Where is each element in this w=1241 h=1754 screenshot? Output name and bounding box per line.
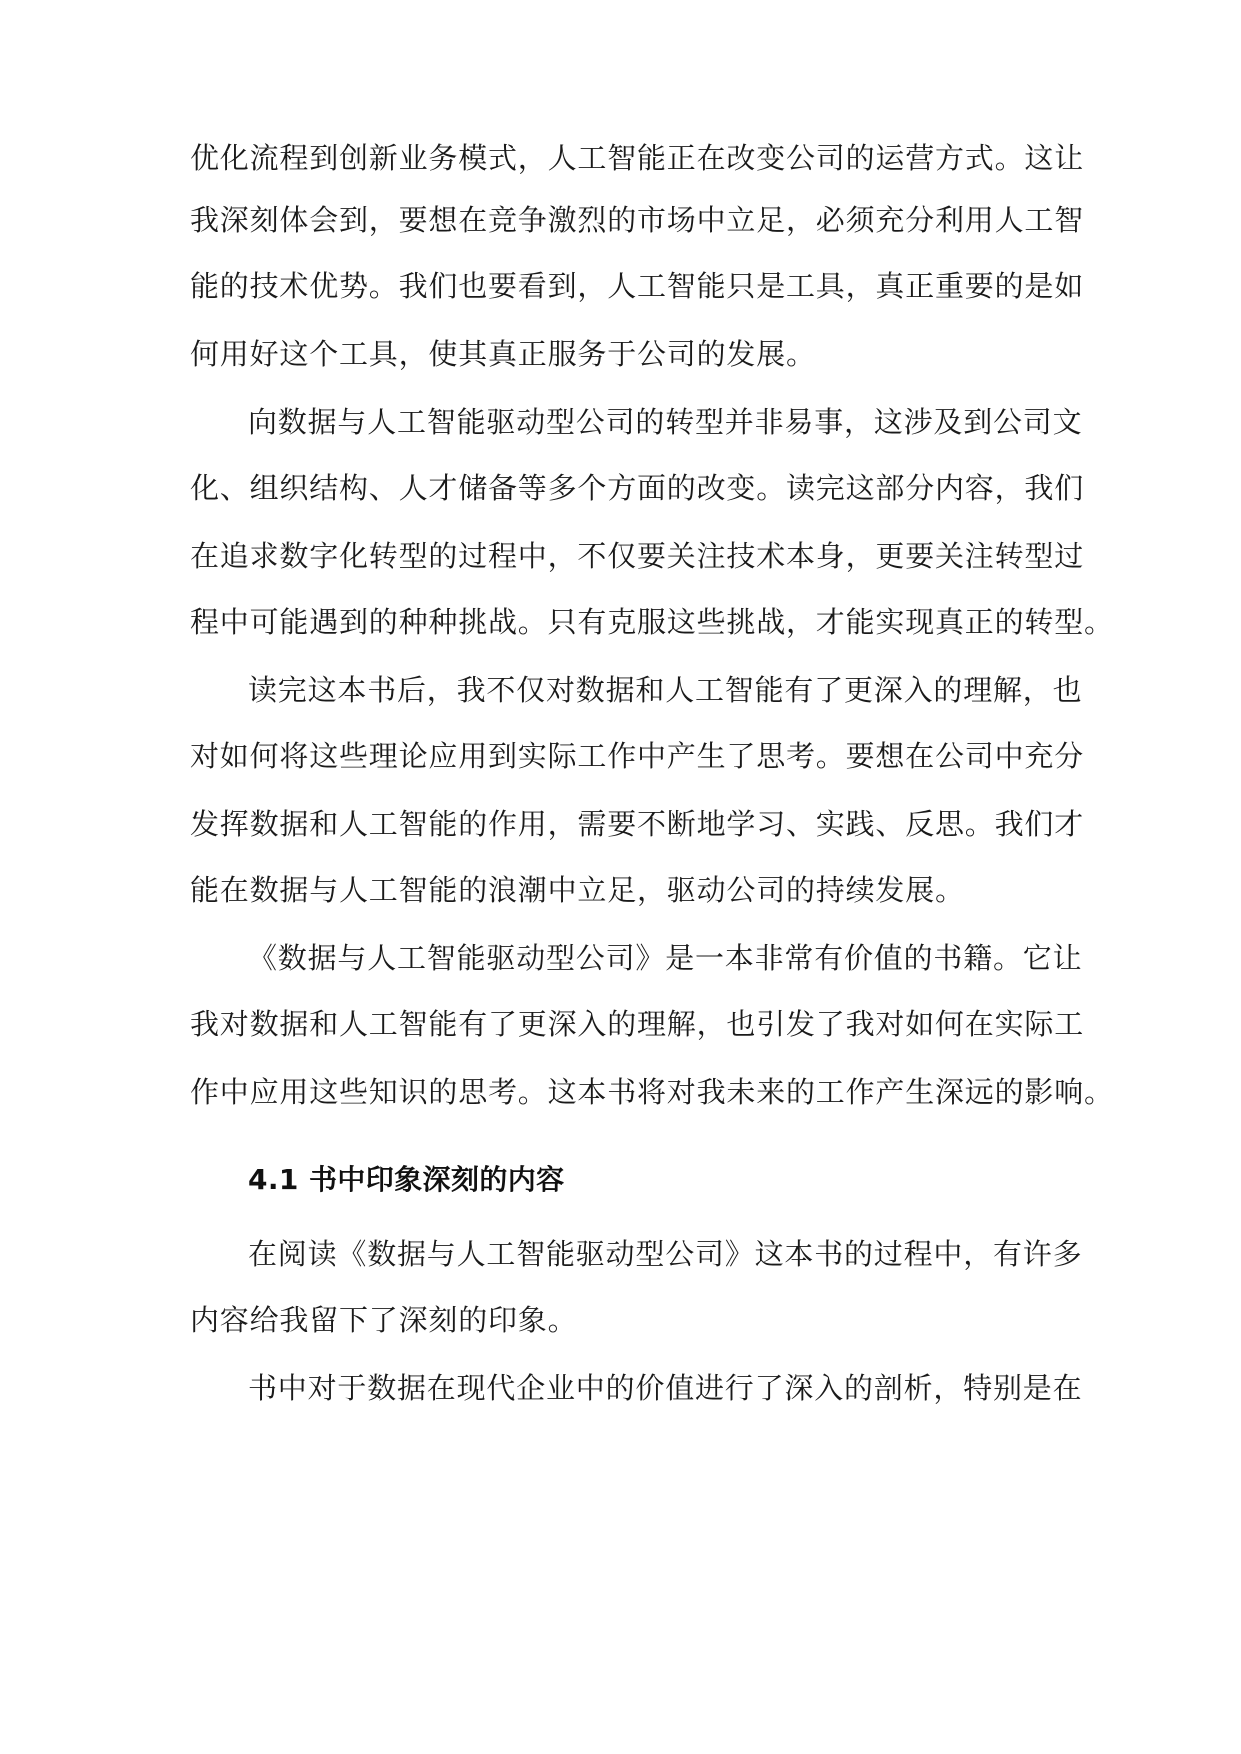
text-line: 在追求数字化转型的过程中，不仅要关注技术本身，更要关注转型过	[190, 539, 1085, 573]
text-line: 读完这本书后，我不仅对数据和人工智能有了更深入的理解，也	[248, 673, 1083, 707]
text-line: 程中可能遇到的种种挑战。只有克服这些挑战，才能实现真正的转型。	[190, 605, 1114, 639]
text-line: 发挥数据和人工智能的作用，需要不断地学习、实践、反思。我们才	[190, 807, 1085, 841]
text-line: 优化流程到创新业务模式，人工智能正在改变公司的运营方式。这让	[190, 141, 1085, 175]
text-line: 我深刻体会到，要想在竞争激烈的市场中立足，必须充分利用人工智	[190, 203, 1085, 237]
text-line: 化、组织结构、人才储备等多个方面的改变。读完这部分内容，我们	[190, 471, 1085, 505]
text-line: 内容给我留下了深刻的印象。	[190, 1303, 578, 1337]
text-line: 在阅读《数据与人工智能驱动型公司》这本书的过程中，有许多	[248, 1237, 1083, 1271]
text-line: 《数据与人工智能驱动型公司》是一本非常有价值的书籍。它让	[248, 941, 1083, 975]
text-line: 能的技术优势。我们也要看到，人工智能只是工具，真正重要的是如	[190, 269, 1085, 303]
text-line: 能在数据与人工智能的浪潮中立足，驱动公司的持续发展。	[190, 873, 965, 907]
text-line: 我对数据和人工智能有了更深入的理解，也引发了我对如何在实际工	[190, 1007, 1085, 1041]
text-line: 作中应用这些知识的思考。这本书将对我未来的工作产生深远的影响。	[190, 1075, 1114, 1109]
text-line: 向数据与人工智能驱动型公司的转型并非易事，这涉及到公司文	[248, 405, 1083, 439]
text-line: 何用好这个工具，使其真正服务于公司的发展。	[190, 337, 816, 371]
text-line: 对如何将这些理论应用到实际工作中产生了思考。要想在公司中充分	[190, 739, 1085, 773]
section-heading: 4.1 书中印象深刻的内容	[248, 1163, 565, 1196]
text-line: 书中对于数据在现代企业中的价值进行了深入的剖析，特别是在	[248, 1371, 1083, 1405]
